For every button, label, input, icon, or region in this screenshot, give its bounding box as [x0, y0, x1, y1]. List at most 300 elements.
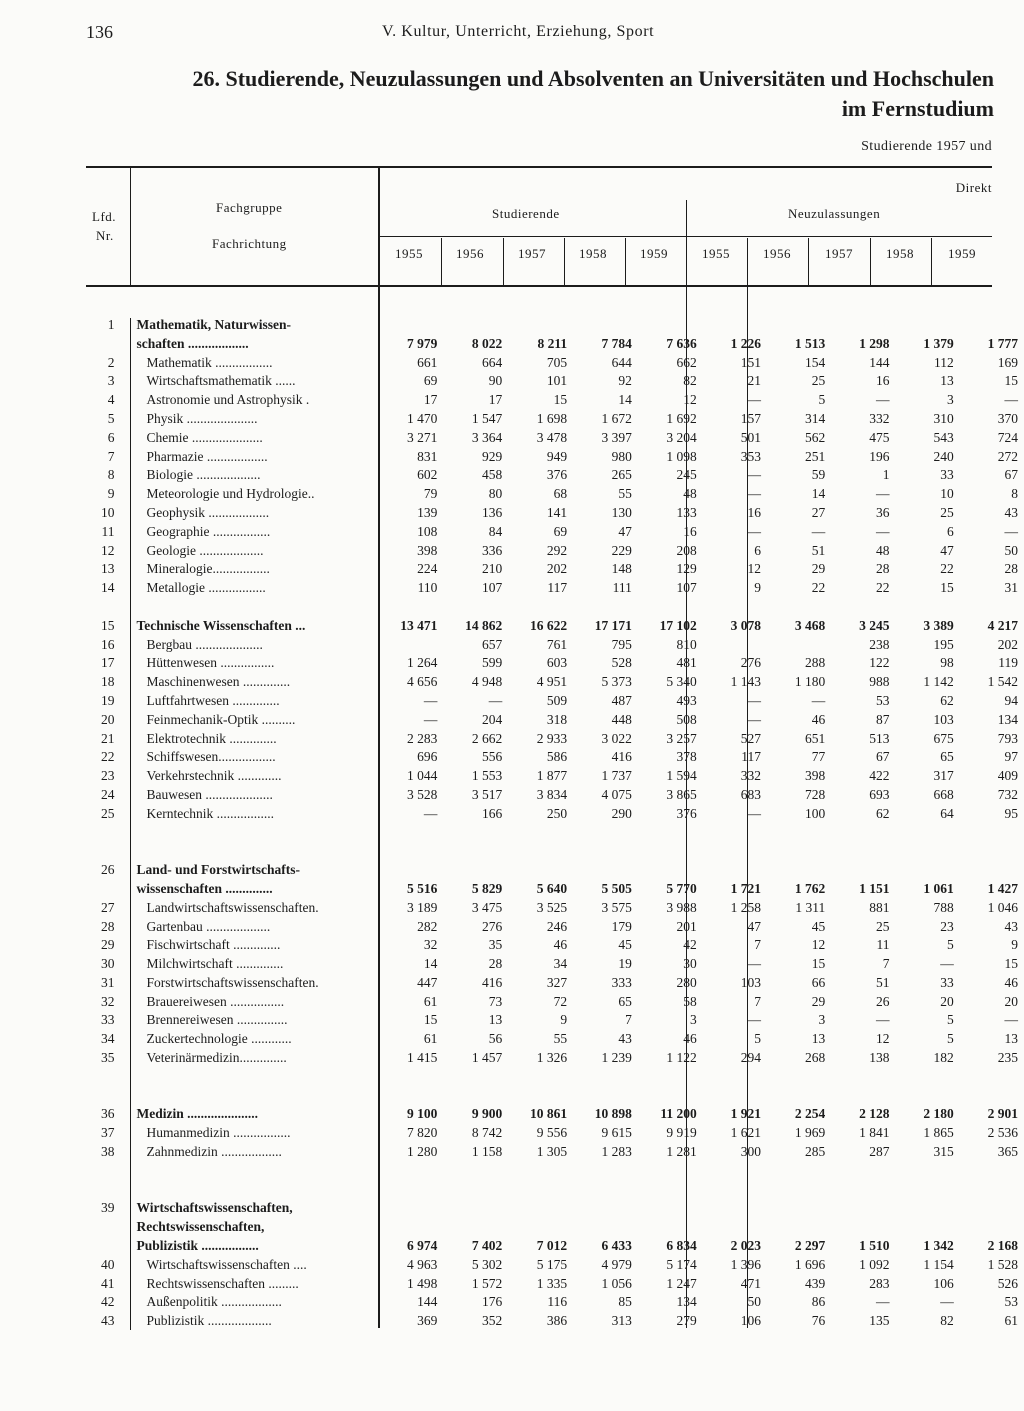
value-cell: 353 — [740, 448, 761, 464]
value-cell: 602 — [417, 467, 438, 483]
value-cell: 94 — [1004, 692, 1018, 708]
value-cell: 8 — [1011, 486, 1018, 502]
row-label: Mathematik, Naturwissen- — [136, 317, 291, 332]
table-row — [86, 410, 1024, 429]
row-number: 31 — [101, 974, 115, 990]
value-cell: 15 — [811, 956, 826, 972]
row-number: 8 — [107, 467, 115, 483]
value-cell — [638, 316, 703, 335]
value-cell: 117 — [547, 580, 568, 596]
value-cell — [379, 1199, 444, 1218]
value-cell: 5 516 — [407, 880, 438, 896]
value-cell: 103 — [740, 974, 761, 990]
value-cell: 1 696 — [794, 1256, 826, 1272]
value-cell: 166 — [481, 805, 503, 821]
value-cell: 1 046 — [987, 899, 1018, 915]
value-cell: 154 — [804, 354, 826, 370]
value-cell: 23 — [940, 918, 954, 934]
col-sep-1 — [441, 238, 442, 285]
row-number: 12 — [101, 542, 115, 558]
value-cell: 1 513 — [794, 335, 826, 351]
value-cell — [573, 861, 638, 880]
row-number: 4 — [107, 392, 115, 408]
value-cell: 98 — [940, 655, 954, 671]
table-row — [86, 485, 1024, 504]
value-cell: 3 468 — [794, 617, 826, 633]
value-cell: 318 — [546, 711, 568, 727]
row-label: Physik ..................... — [146, 410, 258, 426]
row-label: Medizin ..................... — [136, 1106, 258, 1122]
value-cell: 1 258 — [730, 899, 761, 915]
value-cell: 110 — [417, 580, 438, 596]
value-cell: 79 — [423, 486, 438, 502]
value-cell: 148 — [611, 561, 632, 577]
value-cell: 7 979 — [407, 335, 438, 351]
value-cell: 201 — [676, 918, 697, 934]
spacer-row — [86, 1068, 1024, 1087]
row-label: Zahnmedizin .................. — [146, 1144, 282, 1160]
value-cell: — — [747, 805, 761, 821]
value-cell: 317 — [933, 768, 954, 784]
value-cell: 61 — [1004, 1313, 1018, 1329]
value-cell: 208 — [676, 542, 697, 558]
table-row — [86, 579, 1024, 598]
table-row — [86, 805, 1024, 824]
value-cell: 86 — [811, 1294, 826, 1310]
value-cell: 7 012 — [536, 1238, 568, 1254]
value-cell: 279 — [676, 1313, 697, 1329]
row-label: Bauwesen .................... — [146, 786, 273, 802]
value-cell: 195 — [933, 636, 954, 652]
value-cell: 988 — [869, 674, 890, 690]
value-cell: 210 — [481, 561, 503, 577]
value-cell: 15 — [423, 1012, 438, 1028]
value-cell — [379, 1218, 444, 1237]
row-number: 43 — [101, 1313, 115, 1329]
row-label: Mathematik ................. — [146, 354, 273, 370]
value-cell: 793 — [997, 730, 1018, 746]
value-cell — [638, 1218, 703, 1237]
row-number: 25 — [101, 805, 115, 821]
header-separator-left — [130, 168, 131, 285]
table-row — [86, 504, 1024, 523]
spacer-row — [86, 1087, 1024, 1106]
value-cell: 3 245 — [859, 617, 890, 633]
row-label: Zuckertechnologie ............ — [146, 1031, 292, 1047]
row-number: 11 — [101, 523, 115, 539]
value-cell: 45 — [811, 918, 826, 934]
value-cell: 5 — [946, 1012, 954, 1028]
header-bottom-rule — [86, 285, 992, 287]
value-cell: 16 — [683, 523, 697, 539]
value-cell — [443, 1218, 508, 1237]
table-row — [86, 974, 1024, 993]
value-cell: 68 — [553, 486, 568, 502]
value-cell: 139 — [417, 504, 438, 520]
value-cell: 376 — [676, 805, 697, 821]
value-cell: 25 — [811, 373, 826, 389]
value-cell: 72 — [553, 993, 568, 1009]
row-label: Verkehrstechnik ............. — [146, 768, 282, 784]
value-cell: 69 — [553, 523, 568, 539]
value-cell: 204 — [481, 711, 503, 727]
value-cell: 80 — [488, 486, 503, 502]
value-cell: 1 180 — [794, 674, 826, 690]
value-cell: 136 — [481, 504, 503, 520]
value-cell: 106 — [740, 1313, 761, 1329]
spacer-cell — [86, 824, 1024, 843]
value-cell: 272 — [997, 448, 1018, 464]
year-neuzulassungen-1959: 1959 — [948, 246, 976, 261]
value-cell: 20 — [1004, 993, 1018, 1009]
value-cell: 1 865 — [923, 1125, 954, 1141]
spacer-cell — [86, 842, 1024, 861]
row-label: Brauereiwesen ................ — [146, 993, 285, 1009]
value-cell: 327 — [546, 974, 568, 990]
value-cell: 135 — [869, 1313, 890, 1329]
row-number: 7 — [107, 448, 115, 464]
value-cell: — — [1004, 392, 1018, 408]
value-cell: 1 305 — [536, 1144, 568, 1160]
row-number: 13 — [101, 561, 115, 577]
row-label: Bergbau .................... — [146, 636, 263, 652]
value-cell — [960, 1218, 1024, 1237]
value-cell: 5 770 — [666, 880, 697, 896]
table-row — [86, 673, 1024, 692]
value-cell: 122 — [869, 655, 890, 671]
value-cell: 1 264 — [407, 655, 438, 671]
value-cell: 416 — [611, 749, 632, 765]
value-cell: 176 — [481, 1294, 503, 1310]
table-row — [86, 1199, 1024, 1218]
value-cell: 16 — [747, 504, 761, 520]
value-cell: 332 — [869, 410, 890, 426]
value-cell: 657 — [481, 636, 503, 652]
value-cell: 50 — [747, 1294, 761, 1310]
value-cell: 9 556 — [536, 1125, 568, 1141]
table-row — [86, 899, 1024, 918]
year-neuzulassungen-1957: 1957 — [825, 246, 853, 261]
value-cell — [895, 316, 959, 335]
value-cell: 562 — [804, 429, 826, 445]
value-cell: 15 — [940, 580, 954, 596]
table-row — [86, 448, 1024, 467]
value-cell: 22 — [875, 580, 890, 596]
value-cell: 3 078 — [730, 617, 761, 633]
row-number: 2 — [107, 354, 115, 370]
row-number — [86, 880, 127, 899]
table-row — [86, 429, 1024, 448]
value-cell: 58 — [683, 993, 697, 1009]
value-cell: 732 — [997, 786, 1018, 802]
value-cell: 117 — [741, 749, 761, 765]
value-cell: 3 865 — [666, 786, 697, 802]
row-number: 14 — [101, 580, 115, 596]
row-label: Astronomie und Astrophysik . — [146, 392, 310, 408]
value-cell: 513 — [869, 730, 890, 746]
table-row — [86, 654, 1024, 673]
value-cell: 2 023 — [730, 1238, 761, 1254]
value-cell: 4 656 — [407, 674, 438, 690]
value-cell: 1 158 — [471, 1144, 503, 1160]
table-row — [86, 1275, 1024, 1294]
value-cell: 439 — [804, 1275, 826, 1291]
value-cell: 447 — [417, 974, 438, 990]
value-cell: 1 — [882, 467, 890, 483]
value-cell: 664 — [481, 354, 503, 370]
top-rule — [86, 166, 992, 168]
value-cell — [767, 1199, 831, 1218]
table-subtitle: Studierende 1957 und — [861, 139, 992, 154]
value-cell: 1 239 — [601, 1050, 632, 1066]
value-cell: 831 — [417, 448, 438, 464]
value-cell: 5 640 — [536, 880, 568, 896]
value-cell: 22 — [811, 580, 826, 596]
value-cell: — — [747, 956, 761, 972]
value-cell: 586 — [546, 749, 568, 765]
value-cell: 17 — [488, 392, 503, 408]
value-cell: 90 — [488, 373, 503, 389]
value-cell: 138 — [869, 1050, 890, 1066]
value-cell: 17 171 — [594, 617, 632, 633]
row-label: Wirtschaftswissenschaften, — [136, 1200, 293, 1216]
value-cell: 332 — [740, 768, 761, 784]
table-row — [86, 1124, 1024, 1143]
row-number: 18 — [101, 674, 115, 690]
value-cell: — — [875, 1012, 890, 1028]
value-cell: 662 — [676, 354, 697, 370]
col-sep-3 — [564, 238, 565, 285]
value-cell: 2 933 — [536, 730, 568, 746]
value-cell: 294 — [740, 1050, 761, 1066]
value-cell — [638, 861, 703, 880]
value-cell — [895, 861, 959, 880]
value-cell: 7 784 — [601, 335, 632, 351]
value-cell: 50 — [1004, 542, 1018, 558]
row-number: 27 — [101, 899, 115, 915]
value-cell: 287 — [869, 1144, 890, 1160]
value-cell: 202 — [546, 561, 568, 577]
value-cell: 603 — [546, 655, 568, 671]
value-cell: 14 862 — [465, 617, 503, 633]
value-cell: 3 189 — [407, 899, 438, 915]
value-cell: 3 517 — [471, 786, 503, 802]
row-label: Geologie ................... — [146, 542, 264, 558]
row-label: Geographie ................. — [146, 523, 271, 539]
row-number: 42 — [101, 1294, 115, 1310]
table-row — [86, 372, 1024, 391]
value-cell: 62 — [940, 692, 954, 708]
value-cell: — — [423, 805, 438, 821]
value-cell: 3 364 — [471, 429, 503, 445]
value-cell: 398 — [417, 542, 438, 558]
value-cell — [573, 1199, 638, 1218]
value-cell: 929 — [481, 448, 503, 464]
value-cell: 12 — [811, 937, 826, 953]
value-cell: 1 044 — [407, 768, 438, 784]
value-cell: 202 — [997, 636, 1018, 652]
row-label: Luftfahrtwesen .............. — [146, 692, 280, 708]
row-label: Land- und Forstwirtschafts- — [136, 862, 301, 878]
value-cell: 1 762 — [794, 880, 826, 896]
col-sep-7 — [870, 238, 871, 285]
value-cell: 6 974 — [407, 1238, 438, 1254]
value-cell: 28 — [1004, 561, 1018, 577]
data-table — [86, 316, 1024, 1331]
value-cell: 246 — [546, 918, 568, 934]
value-cell: 6 — [946, 523, 954, 539]
value-cell: 84 — [488, 523, 503, 539]
value-cell: 46 — [811, 711, 826, 727]
value-cell: 1 281 — [666, 1144, 697, 1160]
table-row — [86, 692, 1024, 711]
value-cell: 1 247 — [666, 1275, 697, 1291]
value-cell — [960, 316, 1024, 335]
value-cell: 35 — [488, 937, 503, 953]
value-cell: 59 — [811, 467, 826, 483]
year-studierende-1955: 1955 — [395, 246, 423, 261]
value-cell: 157 — [740, 410, 761, 426]
table-row — [86, 316, 1024, 335]
value-cell: 3 575 — [601, 899, 632, 915]
value-cell: 3 834 — [536, 786, 568, 802]
row-number: 9 — [107, 486, 115, 502]
row-label: Gartenbau ................... — [146, 918, 271, 934]
spacer-row — [86, 842, 1024, 861]
value-cell: 92 — [618, 373, 632, 389]
value-cell: 46 — [553, 937, 568, 953]
row-number — [86, 335, 127, 354]
value-cell: 5 174 — [666, 1256, 697, 1272]
value-cell: 36 — [875, 504, 890, 520]
value-cell: 386 — [546, 1313, 568, 1329]
value-cell: 196 — [869, 448, 890, 464]
value-cell: 95 — [1004, 805, 1018, 821]
value-cell: 69 — [423, 373, 438, 389]
value-cell: 1 457 — [471, 1050, 503, 1066]
value-cell: 314 — [804, 410, 826, 426]
row-number: 32 — [101, 993, 115, 1009]
value-cell: 27 — [811, 504, 826, 520]
value-cell: 398 — [804, 768, 826, 784]
value-cell: 229 — [611, 542, 632, 558]
value-cell: 1 594 — [666, 768, 697, 784]
row-label: Humanmedizin ................. — [146, 1125, 291, 1141]
header-lfd: Lfd. — [92, 209, 117, 224]
row-number: 34 — [101, 1031, 115, 1047]
value-cell: 10 898 — [594, 1106, 632, 1122]
row-number: 1 — [107, 317, 115, 332]
row-number: 22 — [101, 749, 115, 765]
value-cell: 10 861 — [529, 1106, 568, 1122]
value-cell: 1 298 — [859, 335, 890, 351]
value-cell: 1 098 — [666, 448, 697, 464]
row-label: Geophysik .................. — [146, 504, 270, 520]
table-row — [86, 1143, 1024, 1162]
spacer-row — [86, 1162, 1024, 1181]
table-row — [86, 1237, 1024, 1256]
value-cell: 3 988 — [666, 899, 697, 915]
value-cell: 108 — [417, 523, 438, 539]
value-cell: 47 — [940, 542, 954, 558]
value-cell: 250 — [546, 805, 568, 821]
value-cell: 144 — [417, 1294, 438, 1310]
value-cell: 100 — [804, 805, 826, 821]
table-row — [86, 955, 1024, 974]
value-cell: 116 — [547, 1294, 568, 1310]
row-number: 21 — [101, 730, 115, 746]
value-cell: 12 — [747, 561, 761, 577]
page-number: 136 — [86, 22, 113, 42]
value-cell: 28 — [488, 956, 503, 972]
col-sep-2 — [503, 238, 504, 285]
value-cell — [831, 1199, 895, 1218]
row-label: Pharmazie .................. — [146, 448, 268, 464]
year-studierende-1957: 1957 — [518, 246, 546, 261]
value-cell — [895, 1199, 959, 1218]
value-cell: 3 389 — [923, 617, 954, 633]
value-cell: 73 — [488, 993, 503, 1009]
value-cell — [443, 861, 508, 880]
col-sep-8 — [931, 238, 932, 285]
row-number: 35 — [101, 1050, 115, 1066]
value-cell — [960, 1199, 1024, 1218]
value-cell: 119 — [998, 655, 1018, 671]
value-cell: 370 — [997, 410, 1018, 426]
table-row — [86, 523, 1024, 542]
row-number: 36 — [101, 1106, 115, 1122]
value-cell: 1 142 — [923, 674, 954, 690]
value-cell: 7 402 — [471, 1238, 503, 1254]
value-cell: — — [488, 692, 503, 708]
row-label: schaften .................. — [136, 335, 249, 351]
value-cell: 48 — [683, 486, 697, 502]
row-number — [86, 1218, 127, 1237]
value-cell: 107 — [676, 580, 697, 596]
row-label: Milchwirtschaft .............. — [146, 956, 284, 972]
value-cell: 34 — [553, 956, 568, 972]
value-cell: 1 528 — [987, 1256, 1018, 1272]
value-cell: 30 — [683, 956, 697, 972]
value-cell: 1 226 — [730, 335, 761, 351]
value-cell: 5 — [818, 392, 826, 408]
value-cell: 20 — [940, 993, 954, 1009]
value-cell: 6 834 — [666, 1238, 697, 1254]
value-cell: 7 820 — [407, 1125, 438, 1141]
value-cell: 1 061 — [923, 880, 954, 896]
value-cell — [443, 316, 508, 335]
value-cell: 696 — [417, 749, 438, 765]
table-row — [86, 786, 1024, 805]
value-cell: 668 — [933, 786, 954, 802]
value-cell: 43 — [618, 1031, 632, 1047]
value-cell: 1 721 — [730, 880, 761, 896]
value-cell: 64 — [940, 805, 954, 821]
value-cell: 240 — [933, 448, 954, 464]
value-cell: — — [811, 692, 826, 708]
value-cell: 728 — [804, 786, 826, 802]
value-cell — [508, 1218, 573, 1237]
value-cell — [379, 636, 444, 655]
value-cell: 526 — [997, 1275, 1018, 1291]
value-cell: 10 — [940, 486, 954, 502]
row-label: Hüttenwesen ................ — [146, 655, 275, 671]
value-cell: 238 — [869, 636, 890, 652]
value-cell: 9 — [1011, 937, 1018, 953]
value-cell: 65 — [618, 993, 632, 1009]
row-label: Wirtschaftsmathematik ...... — [146, 373, 296, 389]
value-cell: 3 204 — [666, 429, 697, 445]
